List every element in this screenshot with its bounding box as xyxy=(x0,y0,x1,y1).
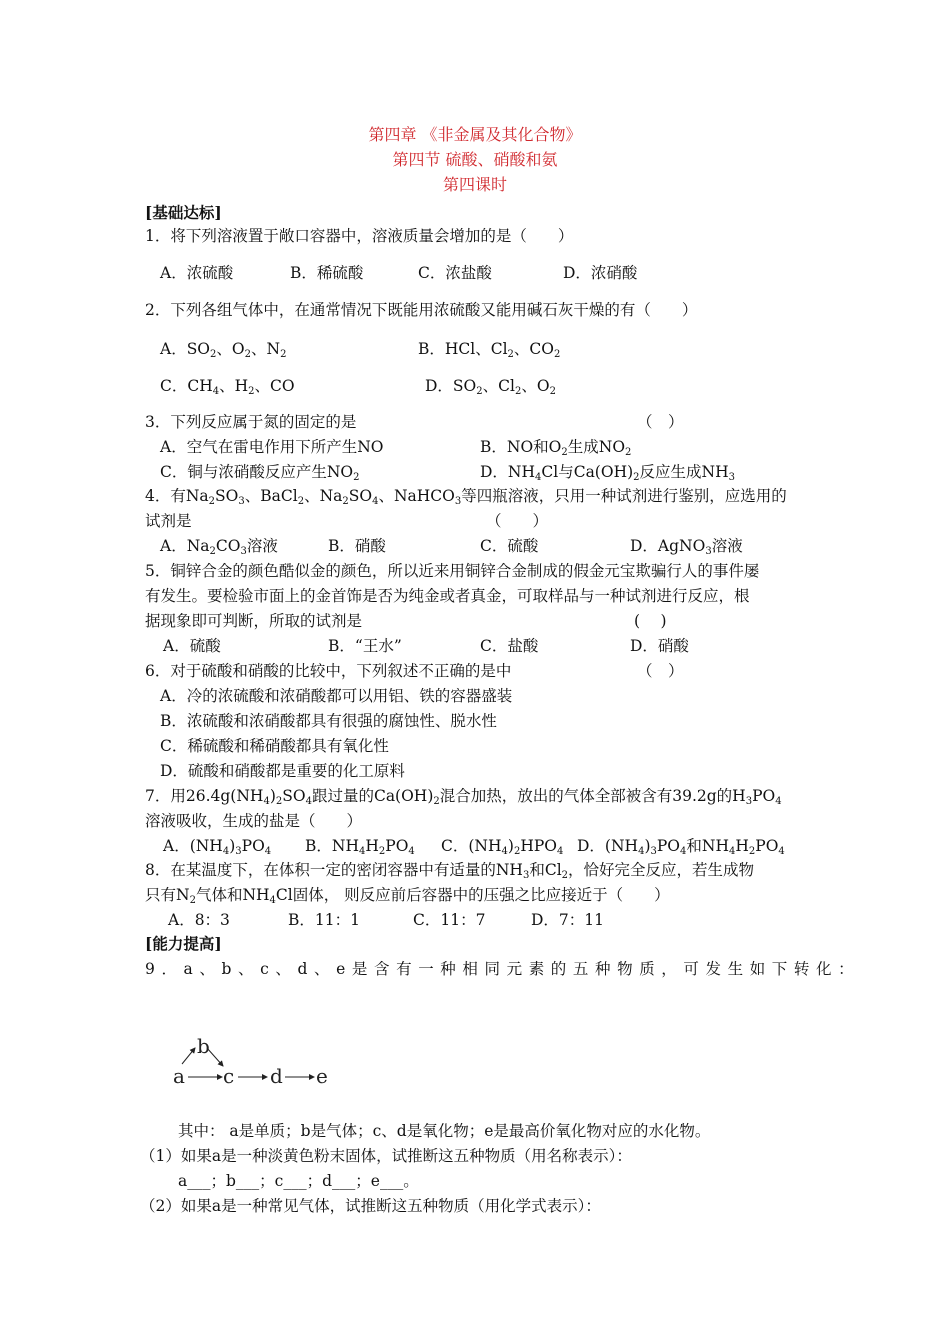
q5-option-b: B．“王水” xyxy=(328,637,402,655)
node-a: a xyxy=(173,1064,185,1088)
q5-option-c: C．盐酸 xyxy=(480,637,539,655)
q8-line2: 只有$N_2$气体和$NH_4Cl$固体， 则反应前后容器中的压强之比应接近于（ ） xyxy=(145,886,670,906)
q3-paren: （ ） xyxy=(637,413,684,431)
q4-option-c: C．硫酸 xyxy=(480,537,539,555)
q5-line1: 5．铜锌合金的颜色酷似金的颜色，所以近来用铜锌合金制成的假金元宝欺骗行人的事件屡 xyxy=(145,562,760,580)
q7-stem: 7．用$26.4g(NH_4)_2SO_4$跟过量的$Ca(OH)_2$混合加热，放出的气体全部被含有39.2g的$H_3PO_4$ xyxy=(145,787,782,807)
q2-option-a: A．$SO_2$、$O_2$、$N_2$ xyxy=(160,340,287,360)
q4-option-b: B．硝酸 xyxy=(328,537,386,555)
q6-option-b: B．浓硫酸和浓硝酸都具有很强的腐蚀性、脱水性 xyxy=(160,712,497,730)
q5-line2: 有发生。要检验市面上的金首饰是否为纯金或者真金，可取样品与一种试剂进行反应，根 xyxy=(145,587,750,605)
q1-option-a: A．浓硫酸 xyxy=(160,264,234,282)
q6-stem: 6．对于硫酸和硝酸的比较中，下列叙述不正确的是中 xyxy=(145,662,512,680)
q3-option-a: A．空气在雷电作用下所产生NO xyxy=(160,438,384,456)
q2-option-c: C．$CH_4$、$H_2$、CO xyxy=(160,377,295,397)
part1-heading: [基础达标] xyxy=(145,203,222,222)
q8-option-a: A．8：3 xyxy=(168,911,230,929)
section-title: 第四节 硫酸、硝酸和氨 xyxy=(392,150,558,169)
q3-stem: 3．下列反应属于氮的固定的是 xyxy=(145,413,357,431)
part2-heading: [能力提高] xyxy=(145,934,222,953)
q7-option-a: A．$(NH_4)_3PO_4$ xyxy=(163,837,272,857)
q1-option-b: B．稀硫酸 xyxy=(290,264,364,282)
q1-option-c: C．浓盐酸 xyxy=(418,264,492,282)
conversion-diagram xyxy=(168,1030,368,1100)
q5-line3: 据现象即可判断，所取的试剂是 xyxy=(145,612,363,630)
q7-option-d: D．$(NH_4)_3PO_4$和$NH_4H_2PO_4$ xyxy=(577,837,785,857)
q4-stem: 4．有$Na_2SO_3$、BaCl$_2$、$Na_2SO_4$、NaHCO$_3$等四瓶溶液，只用一种试剂进行鉴别，应选用的 xyxy=(145,487,787,507)
q8-option-c: C．11：7 xyxy=(413,911,486,929)
q9-sub2: （2）如果a是一种常见气体，试推断这五种物质（用化学式表示）： xyxy=(140,1197,601,1215)
q5-option-d: D．硝酸 xyxy=(630,637,689,655)
q8-option-d: D．7：11 xyxy=(531,911,605,929)
q5-paren: ( ) xyxy=(634,612,667,630)
node-c: c xyxy=(223,1064,235,1088)
node-d: d xyxy=(270,1064,283,1088)
q8-option-b: B．11：1 xyxy=(288,911,360,929)
q6-option-c: C．稀硫酸和稀硝酸都具有氧化性 xyxy=(160,737,389,755)
q4-option-d: D．AgNO$_3$溶液 xyxy=(630,537,743,557)
q2-option-d: D．$SO_2$、$Cl_2$、$O_2$ xyxy=(425,377,556,397)
q6-option-a: A．冷的浓硫酸和浓硝酸都可以用铝、铁的容器盛装 xyxy=(160,687,513,705)
q6-option-d: D．硫酸和硝酸都是重要的化工原料 xyxy=(160,762,405,780)
q3-option-d: D．$NH_4Cl$与$Ca(OH)_2$反应生成$NH_3$ xyxy=(480,463,735,483)
q5-option-a: A．硫酸 xyxy=(163,637,221,655)
q7-line2: 溶液吸收，生成的盐是（ ） xyxy=(145,812,363,830)
q8-stem: 8．在某温度下，在体积一定的密闭容器中有适量的$NH_3$和$Cl_2$，恰好完全反应，若生成物 xyxy=(145,861,755,881)
q9-sub1: （1）如果a是一种淡黄色粉末固体，试推断这五种物质（用名称表示）： xyxy=(140,1147,632,1165)
node-b: b xyxy=(197,1034,210,1058)
q2-stem: 2．下列各组气体中，在通常情况下既能用浓硫酸又能用碱石灰干燥的有（ ） xyxy=(145,301,698,319)
q9-note: 其中： a是单质；b是气体；c、d是氧化物；e是最高价氧化物对应的水化物。 xyxy=(178,1122,711,1140)
q1-option-d: D．浓硝酸 xyxy=(563,264,638,282)
q4-paren: （ ） xyxy=(486,512,549,530)
q4-option-a: A．$Na_2CO_3$溶液 xyxy=(160,537,278,557)
lesson-title: 第四课时 xyxy=(442,175,507,194)
q2-option-b: B．HCl、$Cl_2$、$CO_2$ xyxy=(418,340,561,360)
q7-option-c: C．$(NH_4)_2HPO_4$ xyxy=(441,837,564,857)
q3-option-b: B．NO和$O_2$生成$NO_2$ xyxy=(480,438,632,458)
q4-line2: 试剂是 xyxy=(145,512,192,530)
q9-blanks: a___；b___；c___；d___；e___。 xyxy=(178,1172,419,1190)
q1-stem: 1．将下列溶液置于敞口容器中，溶液质量会增加的是（ ） xyxy=(145,227,574,245)
q3-option-c: C．铜与浓硝酸反应产生$NO_2$ xyxy=(160,463,360,483)
q7-option-b: B．$NH_4H_2PO_4$ xyxy=(305,837,415,857)
arrow-a-b xyxy=(182,1048,195,1064)
q6-paren: （ ） xyxy=(637,662,684,680)
q9-stem: 9．a、b、c、d、e是含有一种相同元素的五种物质，可发生如下转化： xyxy=(145,960,861,978)
chapter-title: 第四章 《非金属及其化合物》 xyxy=(368,125,582,144)
node-e: e xyxy=(316,1064,328,1088)
